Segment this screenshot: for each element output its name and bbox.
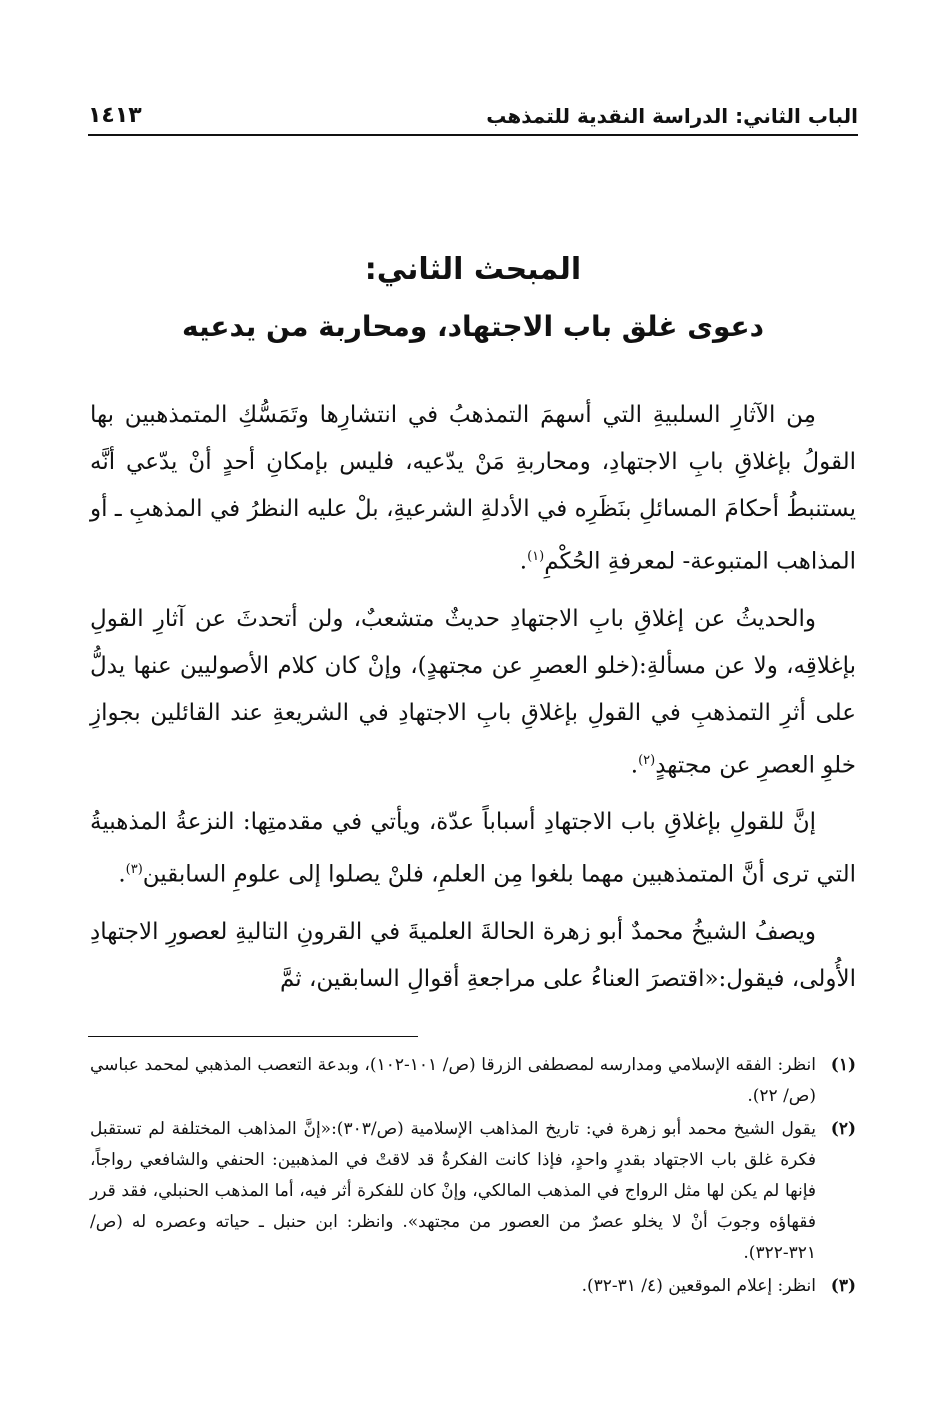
footnote-text: انظر: إعلام الموقعين (٤/ ٣١-٣٢). — [581, 1276, 816, 1296]
paragraph: مِن الآثارِ السلبيةِ التي أسهمَ التمذهبُ في انتشارِها وتَمَسُّكِ المتمذهبين بها القولُ بإغلاقِ بابِ الاجتهادِ، ومحاربةِ مَنْ يدّعيه، فليس بإمكانِ أحدٍ أنْ يدّعي أنَّه يستنبطُ أحكامَ المسائلِ بنَظَرِه في الأدلةِ الشرعيةِ، بلْ عليه النظرُ في المذهبِ ـ أو المذاهب المتبوعة- لمعرفةِ الحُكْمِ$^{(١)}$. — [90, 402, 856, 575]
footnote — [90, 1114, 856, 1269]
main-text — [90, 392, 856, 1013]
section-title: دعوى غلق باب الاجتهاد، ومحاربة من يدعيه — [181, 310, 765, 343]
footnote-ref: (١) — [527, 549, 545, 564]
footnote-number: (٣) — [830, 1276, 856, 1296]
footnote-text: انظر: الفقه الإسلامي ومدارسه لمصطفى الزرقا (ص/ ١٠١-١٠٢)، وبدعة التعصب المذهبي لمحمد عباسي (ص/ ٢٢). — [90, 1055, 817, 1106]
chapter-title: المبحث الثاني: — [364, 252, 582, 287]
paragraph — [90, 909, 856, 1003]
paragraph: إنَّ للقولِ بإغلاقِ باب الاجتهادِ أسباباً عدّة، ويأتي في مقدمتِها: النزعةُ المذهبيةُ التي ترى أنَّ المتمذهبين مهما بلغوا مِن العلمِ، فلنْ يصلوا إلى علومِ السابقين$^{(٣)}$. — [90, 809, 856, 888]
paragraph: والحديثُ عن إغلاقِ بابِ الاجتهادِ حديثٌ متشعبٌ، ولن أتحدثَ عن آثارِ القولِ بإغلاقِه، ولا عن مسألةِ:(خلو العصرِ عن مجتهدٍ)، وإنْ كان كلام الأصوليين عنها يدلُّ على أثرِ التمذهبِ في القولِ بإغلاقِ بابِ الاجتهادِ في الشريعةِ عند القائلين بجوازِ خلوِ العصرِ عن مجتهدٍ$^{(٢)}$. — [90, 605, 856, 779]
paragraph-text: والحديثُ عن إغلاقِ بابِ الاجتهادِ حديثٌ متشعبٌ، ولن أتحدثَ عن آثارِ القولِ بإغلاقِه، ولا عن مسألةِ:(خلو العصرِ عن مجتهدٍ)، وإنْ كان كلام الأصوليين عنها يدلُّ على أثرِ التمذهبِ في القولِ بإغلاقِ بابِ الاجتهادِ في الشريعةِ عند القائلين بجوازِ خلوِ العصرِ عن مجتهدٍ — [90, 605, 856, 779]
footnote-ref: (٢) — [638, 752, 656, 768]
paragraph-text: إنَّ للقولِ بإغلاقِ باب الاجتهادِ أسباباً عدّة، ويأتي في مقدمتِها: النزعةُ المذهبيةُ التي ترى أنَّ المتمذهبين مهما بلغوا مِن العلمِ، فلنْ يصلوا إلى علومِ السابقين — [90, 809, 856, 888]
page-number: ١٤١٣ — [88, 103, 142, 128]
footnote-number: (٢) — [830, 1119, 856, 1139]
footnote-ref: (٣) — [125, 862, 143, 878]
paragraph-text: مِن الآثارِ السلبيةِ التي أسهمَ التمذهبُ في انتشارِها وتَمَسُّكِ المتمذهبين بها القولُ بإغلاقِ بابِ الاجتهادِ، ومحاربةِ مَنْ يدّعيه، فليس بإمكانِ أحدٍ أنْ يدّعي أنَّه يستنبطُ أحكامَ المسائلِ بنَظَرِه في الأدلةِ الشرعيةِ، بلْ عليه النظرُ في المذهبِ ـ أو المذاهب المتبوعة- لمعرفةِ الحُكْمِ — [90, 402, 856, 575]
footnote-text: يقول الشيخ محمد أبو زهرة في: تاريخ المذاهب الإسلامية (ص/٣٠٣):«إنَّ المذاهب المختلفة لم تستقبل فكرة غلق باب الاجتهاد بقدرٍ واحدٍ، فإذا كانت الفكرةُ قد لاقتْ في المذهبين: الحنفي والشافعي رواجاً، فإنها لم يكن لها مثل الرواج في المذهب المالكي، وإنْ كان للفكرة أثر فيه، أما المذهب الحنبلي، فقد قرر فقهاؤه وجوبَ أنْ لا يخلو عصرٌ من العصور من مجتهد». وانظر: ابن حنبل ـ حياته وعصره له (ص/ ٣٢١-٣٢٢). — [90, 1119, 816, 1263]
running-header — [88, 96, 858, 136]
footnote — [90, 1271, 856, 1302]
paragraph-text: ويصفُ الشيخُ محمدٌ أبو زهرة الحالةَ العلميةَ في القرونِ التاليةِ لعصورِ الاجتهادِ الأُولى، فيقول:«اقتصرَ العناءُ على مراجعةِ أقوالِ السابقين، ثمَّ — [90, 918, 856, 992]
running-title: الباب الثاني: الدراسة النقدية للتمذهب — [486, 104, 858, 128]
footnote-divider — [88, 1036, 418, 1037]
footnotes — [90, 1050, 856, 1304]
footnote-number: (١) — [830, 1055, 856, 1075]
footnote — [90, 1050, 856, 1112]
